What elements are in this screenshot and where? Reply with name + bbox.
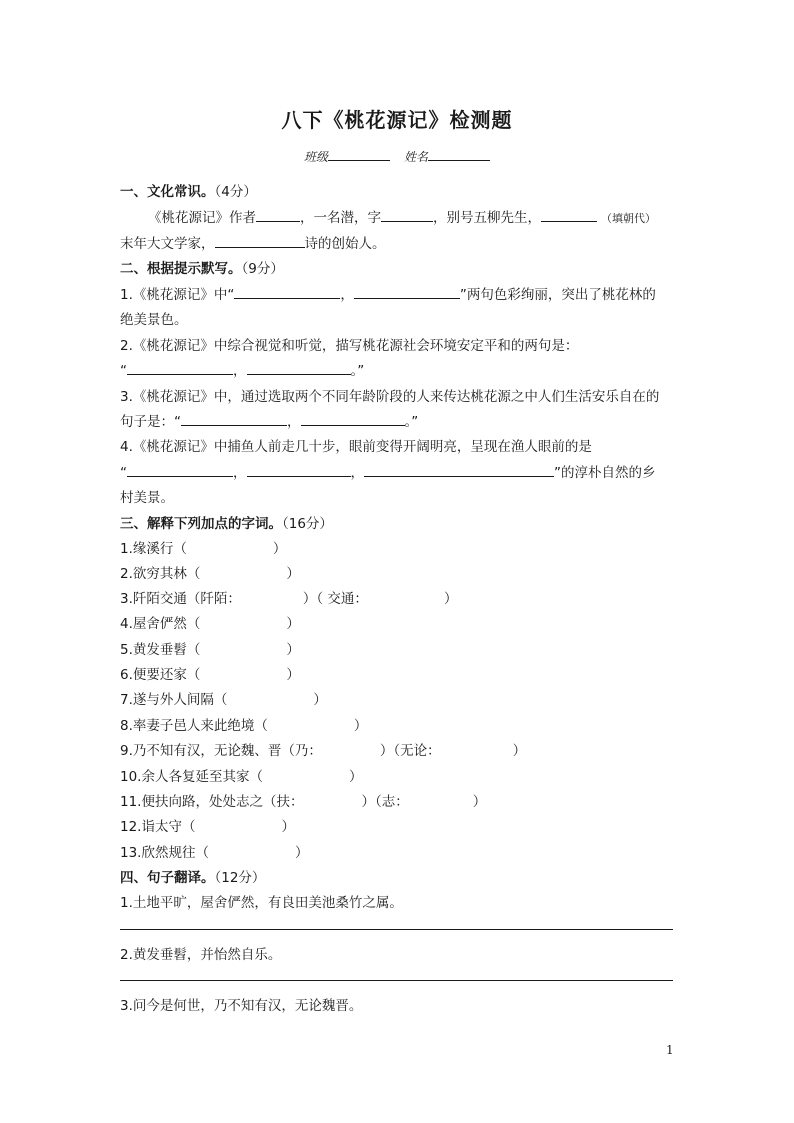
s2-q3-line-1: 3.《桃花源记》中，通过选取两个不同年龄阶段的人来传达桃花源之中人们生活安乐自在的 (120, 389, 660, 405)
s2-q4-line-3: 村美景。 (120, 490, 174, 506)
s3-item-7: 7.遂与外人间隔（ ） (120, 692, 327, 708)
s2-q3-line-2: 句子是：“ ， 。” (120, 410, 418, 430)
s2-q4-blank-3[interactable] (364, 462, 554, 477)
s2-q4-blank-1[interactable] (127, 462, 233, 477)
s2-q3-blank-2[interactable] (301, 411, 405, 426)
s4-q2-answer-line[interactable] (120, 980, 673, 981)
name-blank[interactable] (428, 146, 490, 161)
s2-q4-line-2: “ ， ， ”的淳朴自然的乡 (120, 461, 656, 481)
s3-item-13: 13.欣然规往（ ） (120, 845, 309, 861)
s2-q3-blank-1[interactable] (181, 411, 287, 426)
s2-q2-blank-2[interactable] (247, 360, 351, 375)
section-2-heading: 二、根据提示默写。（9分） (120, 261, 284, 277)
s2-q4-blank-2[interactable] (247, 462, 351, 477)
s4-q3: 3.问今是何世，乃不知有汉，无论魏晋。 (120, 998, 363, 1014)
s4-q1: 1.土地平旷，屋舍俨然，有良田美池桑竹之属。 (120, 895, 403, 911)
section-1-heading: 一、文化常识。（4分） (120, 184, 257, 200)
s2-q2-blank-1[interactable] (127, 360, 233, 375)
s3-item-8: 8.率妻子邑人来此绝境（ ） (120, 718, 368, 734)
s2-q1-line-1: 1.《桃花源记》中“ ， ”两句色彩绚丽，突出了桃花林的 (120, 283, 656, 303)
student-info-line (0, 146, 794, 165)
class-blank[interactable] (328, 146, 390, 161)
s2-q1-blank-1[interactable] (234, 284, 340, 299)
s3-item-1: 1.缘溪行（ ） (120, 541, 287, 557)
author-blank[interactable] (256, 207, 300, 222)
s1-line-1: 《桃花源记》作者 ，一名潜，字 ，别号五柳先生， （填朝代） (148, 206, 656, 226)
s3-item-10: 10.余人各复延至其家（ ） (120, 769, 363, 785)
page-title: 八下《桃花源记》检测题 (281, 108, 513, 132)
s3-item-11: 11.便扶向路，处处志之（扶： ）（志： ） (120, 794, 487, 810)
s3-item-4: 4.屋舍俨然（ ） (120, 616, 300, 632)
s3-item-6: 6.便要还家（ ） (120, 667, 300, 683)
s4-q1-answer-line[interactable] (120, 929, 673, 930)
section-3-heading: 三、解释下列加点的字词。（16分） (120, 516, 333, 532)
page-number: 1 (666, 1043, 674, 1057)
s2-q2-line-1: 2.《桃花源记》中综合视觉和听觉，描写桃花源社会环境安定平和的两句是： (120, 338, 579, 354)
courtesy-name-blank[interactable] (381, 207, 433, 222)
s3-item-2: 2.欲穷其林（ ） (120, 566, 300, 582)
s3-item-3: 3.阡陌交通（阡陌： ）（ 交通： ） (120, 591, 458, 607)
s2-q1-blank-2[interactable] (354, 284, 460, 299)
s3-item-9: 9.乃不知有汉，无论魏、晋（乃： ）（无论： ） (120, 743, 527, 759)
s3-item-12: 12.诣太守（ ） (120, 819, 295, 835)
section-4-heading: 四、句子翻译。（12分） (120, 870, 266, 886)
s1-line-2: 末年大文学家， 诗的创始人。 (120, 232, 386, 252)
s4-q2: 2.黄发垂髫，并怡然自乐。 (120, 947, 282, 963)
name-label: 姓名 (404, 150, 429, 164)
s2-q1-line-2: 绝美景色。 (120, 312, 188, 328)
class-label: 班级 (303, 150, 328, 164)
s2-q2-line-2: “ ， 。” (120, 359, 364, 379)
poetry-genre-blank[interactable] (215, 233, 305, 248)
s3-item-5: 5.黄发垂髫（ ） (120, 642, 300, 658)
s2-q4-line-1: 4.《桃花源记》中捕鱼人前走几十步，眼前变得开阔明亮，呈现在渔人眼前的是 (120, 439, 592, 455)
dynasty-blank[interactable] (541, 207, 597, 222)
